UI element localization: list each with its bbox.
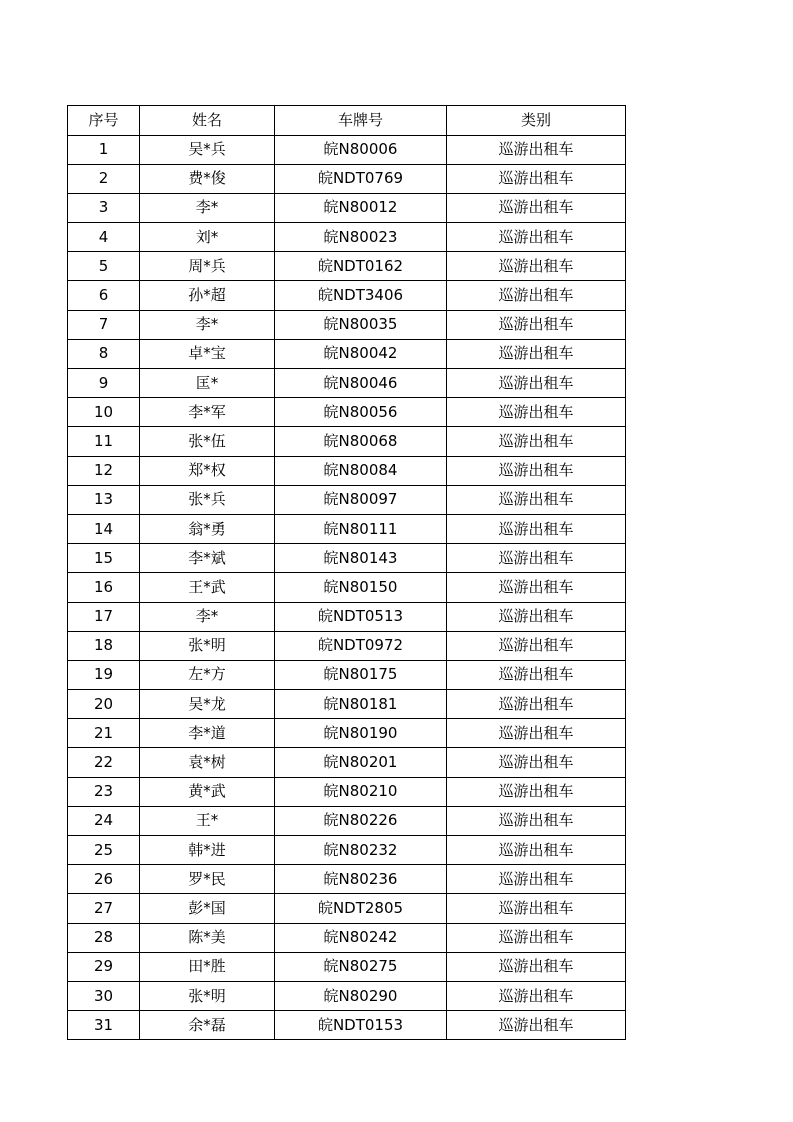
cell-serial-number: 25	[68, 836, 140, 865]
cell-category: 巡游出租车	[447, 369, 626, 398]
cell-category: 巡游出租车	[447, 602, 626, 631]
cell-plate-number: 皖N80210	[275, 777, 447, 806]
cell-serial-number: 14	[68, 514, 140, 543]
cell-name: 左*方	[140, 660, 275, 689]
cell-serial-number: 30	[68, 981, 140, 1010]
table-row	[68, 310, 626, 339]
cell-name: 卓*宝	[140, 339, 275, 368]
cell-name: 李*军	[140, 398, 275, 427]
table-body	[68, 135, 626, 1040]
cell-serial-number: 26	[68, 865, 140, 894]
cell-plate-number: 皖N80012	[275, 193, 447, 222]
cell-category: 巡游出租车	[447, 894, 626, 923]
cell-name: 李*	[140, 602, 275, 631]
cell-name: 吴*兵	[140, 135, 275, 164]
cell-plate-number: 皖N80056	[275, 398, 447, 427]
cell-serial-number: 28	[68, 923, 140, 952]
table-row	[68, 748, 626, 777]
table-row	[68, 193, 626, 222]
cell-category: 巡游出租车	[447, 544, 626, 573]
cell-category: 巡游出租车	[447, 573, 626, 602]
cell-serial-number: 18	[68, 631, 140, 660]
table-row	[68, 836, 626, 865]
cell-category: 巡游出租车	[447, 252, 626, 281]
cell-serial-number: 8	[68, 339, 140, 368]
table-row	[68, 894, 626, 923]
cell-plate-number: 皖N80097	[275, 485, 447, 514]
cell-plate-number: 皖N80143	[275, 544, 447, 573]
cell-serial-number: 16	[68, 573, 140, 602]
cell-plate-number: 皖N80068	[275, 427, 447, 456]
table-row	[68, 602, 626, 631]
cell-plate-number: 皖N80190	[275, 719, 447, 748]
cell-serial-number: 1	[68, 135, 140, 164]
table-row	[68, 456, 626, 485]
cell-name: 张*明	[140, 631, 275, 660]
header-serial-number: 序号	[68, 106, 140, 136]
cell-plate-number: 皖NDT0153	[275, 1011, 447, 1040]
cell-name: 韩*进	[140, 836, 275, 865]
cell-name: 张*兵	[140, 485, 275, 514]
cell-serial-number: 5	[68, 252, 140, 281]
cell-category: 巡游出租车	[447, 660, 626, 689]
cell-name: 李*道	[140, 719, 275, 748]
cell-serial-number: 13	[68, 485, 140, 514]
cell-serial-number: 17	[68, 602, 140, 631]
table-row	[68, 164, 626, 193]
cell-plate-number: 皖NDT0162	[275, 252, 447, 281]
cell-serial-number: 9	[68, 369, 140, 398]
cell-name: 周*兵	[140, 252, 275, 281]
cell-plate-number: 皖N80181	[275, 690, 447, 719]
table-row	[68, 777, 626, 806]
cell-name: 费*俊	[140, 164, 275, 193]
cell-category: 巡游出租车	[447, 1011, 626, 1040]
cell-name: 李*	[140, 310, 275, 339]
cell-category: 巡游出租车	[447, 339, 626, 368]
cell-category: 巡游出租车	[447, 398, 626, 427]
cell-plate-number: 皖N80242	[275, 923, 447, 952]
table-row	[68, 923, 626, 952]
table-row	[68, 427, 626, 456]
cell-category: 巡游出租车	[447, 748, 626, 777]
cell-name: 张*伍	[140, 427, 275, 456]
cell-plate-number: 皖N80046	[275, 369, 447, 398]
cell-plate-number: 皖N80111	[275, 514, 447, 543]
cell-category: 巡游出租车	[447, 223, 626, 252]
table-row	[68, 252, 626, 281]
cell-category: 巡游出租车	[447, 690, 626, 719]
cell-plate-number: 皖NDT0972	[275, 631, 447, 660]
table-row	[68, 631, 626, 660]
cell-plate-number: 皖N80226	[275, 806, 447, 835]
table-row	[68, 981, 626, 1010]
cell-serial-number: 20	[68, 690, 140, 719]
cell-category: 巡游出租车	[447, 836, 626, 865]
table-row	[68, 135, 626, 164]
table-row	[68, 369, 626, 398]
cell-name: 匡*	[140, 369, 275, 398]
cell-plate-number: 皖N80175	[275, 660, 447, 689]
cell-category: 巡游出租车	[447, 427, 626, 456]
cell-serial-number: 6	[68, 281, 140, 310]
cell-plate-number: 皖N80035	[275, 310, 447, 339]
cell-name: 罗*民	[140, 865, 275, 894]
cell-serial-number: 22	[68, 748, 140, 777]
cell-name: 翁*勇	[140, 514, 275, 543]
cell-serial-number: 21	[68, 719, 140, 748]
cell-name: 黄*武	[140, 777, 275, 806]
cell-category: 巡游出租车	[447, 485, 626, 514]
cell-category: 巡游出租车	[447, 310, 626, 339]
cell-serial-number: 31	[68, 1011, 140, 1040]
cell-category: 巡游出租车	[447, 164, 626, 193]
table-row	[68, 514, 626, 543]
cell-category: 巡游出租车	[447, 719, 626, 748]
cell-category: 巡游出租车	[447, 281, 626, 310]
cell-category: 巡游出租车	[447, 777, 626, 806]
cell-category: 巡游出租车	[447, 135, 626, 164]
table-row	[68, 223, 626, 252]
cell-serial-number: 2	[68, 164, 140, 193]
cell-plate-number: 皖N80201	[275, 748, 447, 777]
table-row	[68, 485, 626, 514]
cell-serial-number: 23	[68, 777, 140, 806]
cell-serial-number: 27	[68, 894, 140, 923]
cell-name: 郑*权	[140, 456, 275, 485]
cell-category: 巡游出租车	[447, 193, 626, 222]
cell-name: 王*武	[140, 573, 275, 602]
cell-name: 吴*龙	[140, 690, 275, 719]
cell-plate-number: 皖N80084	[275, 456, 447, 485]
table-row	[68, 660, 626, 689]
cell-category: 巡游出租车	[447, 514, 626, 543]
cell-category: 巡游出租车	[447, 952, 626, 981]
table-row	[68, 719, 626, 748]
cell-name: 陈*美	[140, 923, 275, 952]
cell-plate-number: 皖NDT2805	[275, 894, 447, 923]
cell-serial-number: 3	[68, 193, 140, 222]
vehicle-table	[67, 105, 626, 1040]
cell-plate-number: 皖NDT0769	[275, 164, 447, 193]
header-row	[68, 106, 626, 136]
cell-serial-number: 24	[68, 806, 140, 835]
cell-serial-number: 11	[68, 427, 140, 456]
cell-name: 刘*	[140, 223, 275, 252]
cell-plate-number: 皖N80232	[275, 836, 447, 865]
table-row	[68, 690, 626, 719]
cell-plate-number: 皖N80290	[275, 981, 447, 1010]
table-row	[68, 544, 626, 573]
cell-plate-number: 皖N80042	[275, 339, 447, 368]
cell-plate-number: 皖N80150	[275, 573, 447, 602]
header-plate-number: 车牌号	[275, 106, 447, 136]
cell-plate-number: 皖N80275	[275, 952, 447, 981]
cell-serial-number: 4	[68, 223, 140, 252]
cell-plate-number: 皖N80006	[275, 135, 447, 164]
cell-plate-number: 皖NDT0513	[275, 602, 447, 631]
table-row	[68, 806, 626, 835]
cell-category: 巡游出租车	[447, 923, 626, 952]
table-row	[68, 952, 626, 981]
cell-name: 袁*树	[140, 748, 275, 777]
cell-category: 巡游出租车	[447, 865, 626, 894]
header-name: 姓名	[140, 106, 275, 136]
cell-name: 田*胜	[140, 952, 275, 981]
table-row	[68, 398, 626, 427]
table-row	[68, 1011, 626, 1040]
cell-serial-number: 15	[68, 544, 140, 573]
cell-name: 李*	[140, 193, 275, 222]
cell-name: 孙*超	[140, 281, 275, 310]
cell-name: 彭*国	[140, 894, 275, 923]
cell-serial-number: 10	[68, 398, 140, 427]
cell-category: 巡游出租车	[447, 806, 626, 835]
table-row	[68, 865, 626, 894]
cell-serial-number: 12	[68, 456, 140, 485]
header-category: 类别	[447, 106, 626, 136]
table-row	[68, 573, 626, 602]
cell-name: 张*明	[140, 981, 275, 1010]
cell-category: 巡游出租车	[447, 631, 626, 660]
cell-plate-number: 皖N80236	[275, 865, 447, 894]
table-row	[68, 281, 626, 310]
cell-name: 李*斌	[140, 544, 275, 573]
cell-serial-number: 7	[68, 310, 140, 339]
cell-category: 巡游出租车	[447, 456, 626, 485]
cell-serial-number: 19	[68, 660, 140, 689]
cell-serial-number: 29	[68, 952, 140, 981]
cell-plate-number: 皖NDT3406	[275, 281, 447, 310]
cell-name: 余*磊	[140, 1011, 275, 1040]
cell-category: 巡游出租车	[447, 981, 626, 1010]
table-row	[68, 339, 626, 368]
cell-plate-number: 皖N80023	[275, 223, 447, 252]
cell-name: 王*	[140, 806, 275, 835]
